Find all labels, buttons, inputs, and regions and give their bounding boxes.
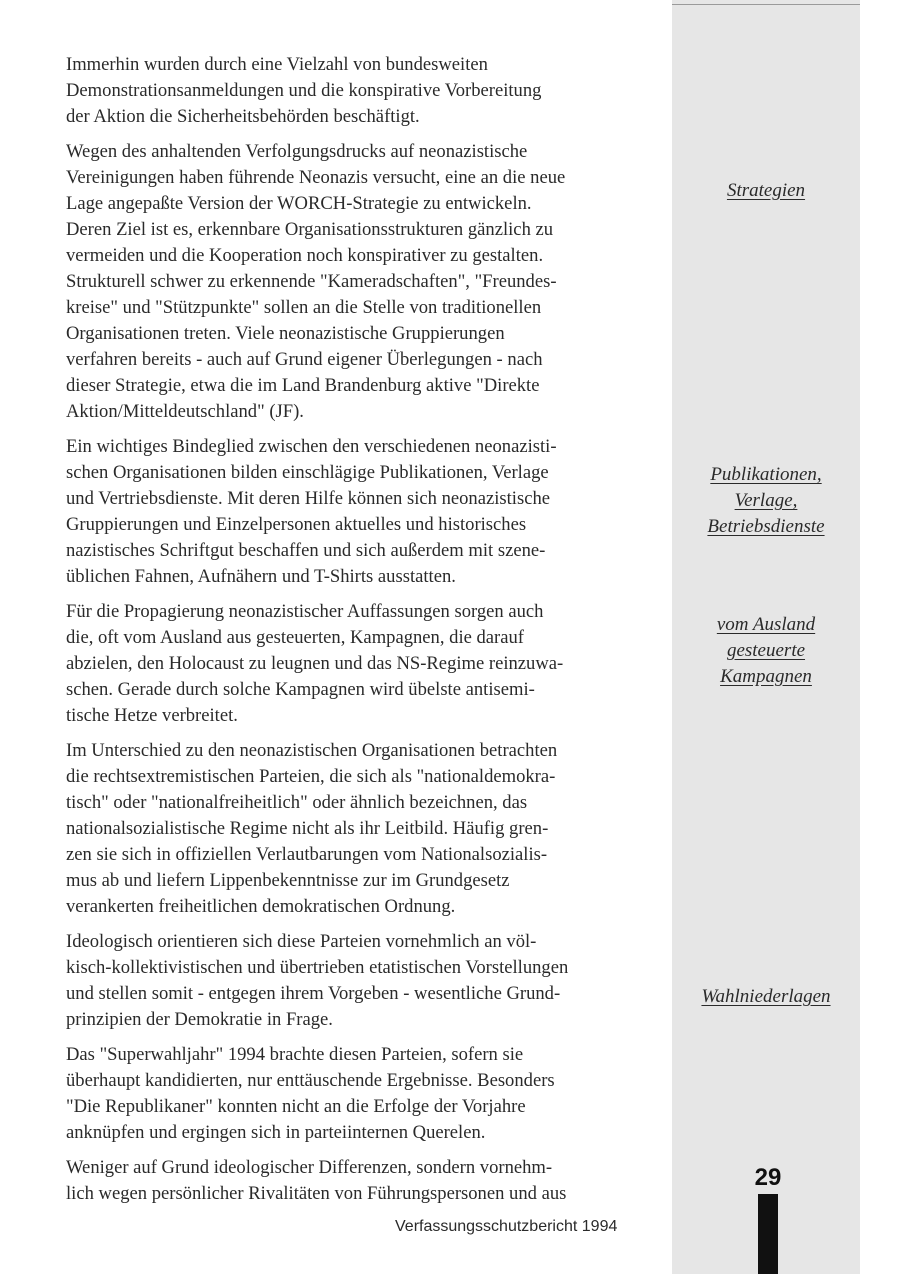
margin-note-wahlniederlagen: Wahlniederlagen xyxy=(701,986,831,1007)
body-text xyxy=(66,52,644,1216)
margin-note-publikationen: Publikationen, Verlage, Betriebsdienste xyxy=(707,464,825,537)
paragraph: Ideologisch orientieren sich diese Parteien vornehmlich an völ- kisch-kollektivistischen und übertrieben etatistischen Vorstellungen und stellen somit - entgegen ihrem Vorgeben - wesentliche Grund- prinzipien der Demokratie in Frage. xyxy=(66,931,569,1030)
paragraph: Ein wichtiges Bindeglied zwischen den verschiedenen neonazisti- schen Organisationen bilden einschlägige Publikationen, Verlage und Vertriebsdienste. Mit deren Hilfe können sich neonazistische Gruppierungen und Einzelpersonen aktuelles und historisches nazistisches Schriftgut beschaffen und sich außerdem mit szene- üblichen Fahnen, Aufnähern und T-Shirts ausstatten. xyxy=(66,436,557,587)
footer-title: Verfassungsschutzbericht 1994 xyxy=(395,1218,618,1235)
page-number: 29 xyxy=(754,1164,782,1191)
margin-note-strategien: Strategien xyxy=(726,180,806,201)
margin-note-kampagnen: vom Ausland gesteuerte Kampagnen xyxy=(716,614,816,687)
paragraph: Im Unterschied zu den neonazistischen Organisationen betrachten die rechtsextremistischen Parteien, die sich als "nationaldemokra- tisch" oder "nationalfreiheitlich" oder ähnlich bezeichnen, das nationalsozialistische Regime nicht als ihr Leitbild. Häufig gren- zen sie sich in offiziellen Verlautbarungen vom Nationalsozialis- mus ab und liefern Lippenbekenntnisse zur im Grundgesetz verankerten freiheitlichen demokratischen Ordnung. xyxy=(66,740,558,917)
top-rule xyxy=(672,4,860,5)
paragraph: Das "Superwahljahr" 1994 brachte diesen Parteien, sofern sie überhaupt kandidierten, nur enttäuschende Ergebnisse. Besonders "Die Republikaner" konnten nicht an die Erfolge der Vorjahre anknüpfen und ergingen sich in parteiinternen Querelen. xyxy=(66,1044,555,1143)
paragraph: Immerhin wurden durch eine Vielzahl von bundesweiten Demonstrationsanmeldungen und die konspirative Vorbereitung der Aktion die Sicherheitsbehörden beschäftigt. xyxy=(66,54,542,127)
page-marker-bar xyxy=(758,1194,778,1274)
paragraph: Wegen des anhaltenden Verfolgungsdrucks auf neonazistische Vereinigungen haben führende Neonazis versucht, eine an die neue Lage angepaßte Version der WORCH-Strategie zu entwickeln. Deren Ziel ist es, erkennbare Organisationsstrukturen gänzlich zu vermeiden und die Kooperation noch konspirativer zu gestalten. Strukturell schwer zu erkennende "Kameradschaften", "Freundes- kreise" und "Stützpunkte" sollen an die Stelle von traditionellen Organisationen treten. Viele neonazistische Gruppierungen verfahren bereits - auch auf Grund eigener Überlegungen - nach dieser Strategie, etwa die im Land Brandenburg aktive "Direkte Aktion/Mitteldeutschland" (JF). xyxy=(66,141,566,422)
paragraph: Weniger auf Grund ideologischer Differenzen, sondern vornehm- lich wegen persönlicher Rivalitäten von Führungspersonen und aus xyxy=(66,1157,567,1204)
paragraph: Für die Propagierung neonazistischer Auffassungen sorgen auch die, oft vom Ausland aus gesteuerten, Kampagnen, die darauf abzielen, den Holocaust zu leugnen und das NS-Regime reinzuwa- schen. Gerade durch solche Kampagnen wird übelste antisemi- tische Hetze verbreitet. xyxy=(66,601,564,726)
